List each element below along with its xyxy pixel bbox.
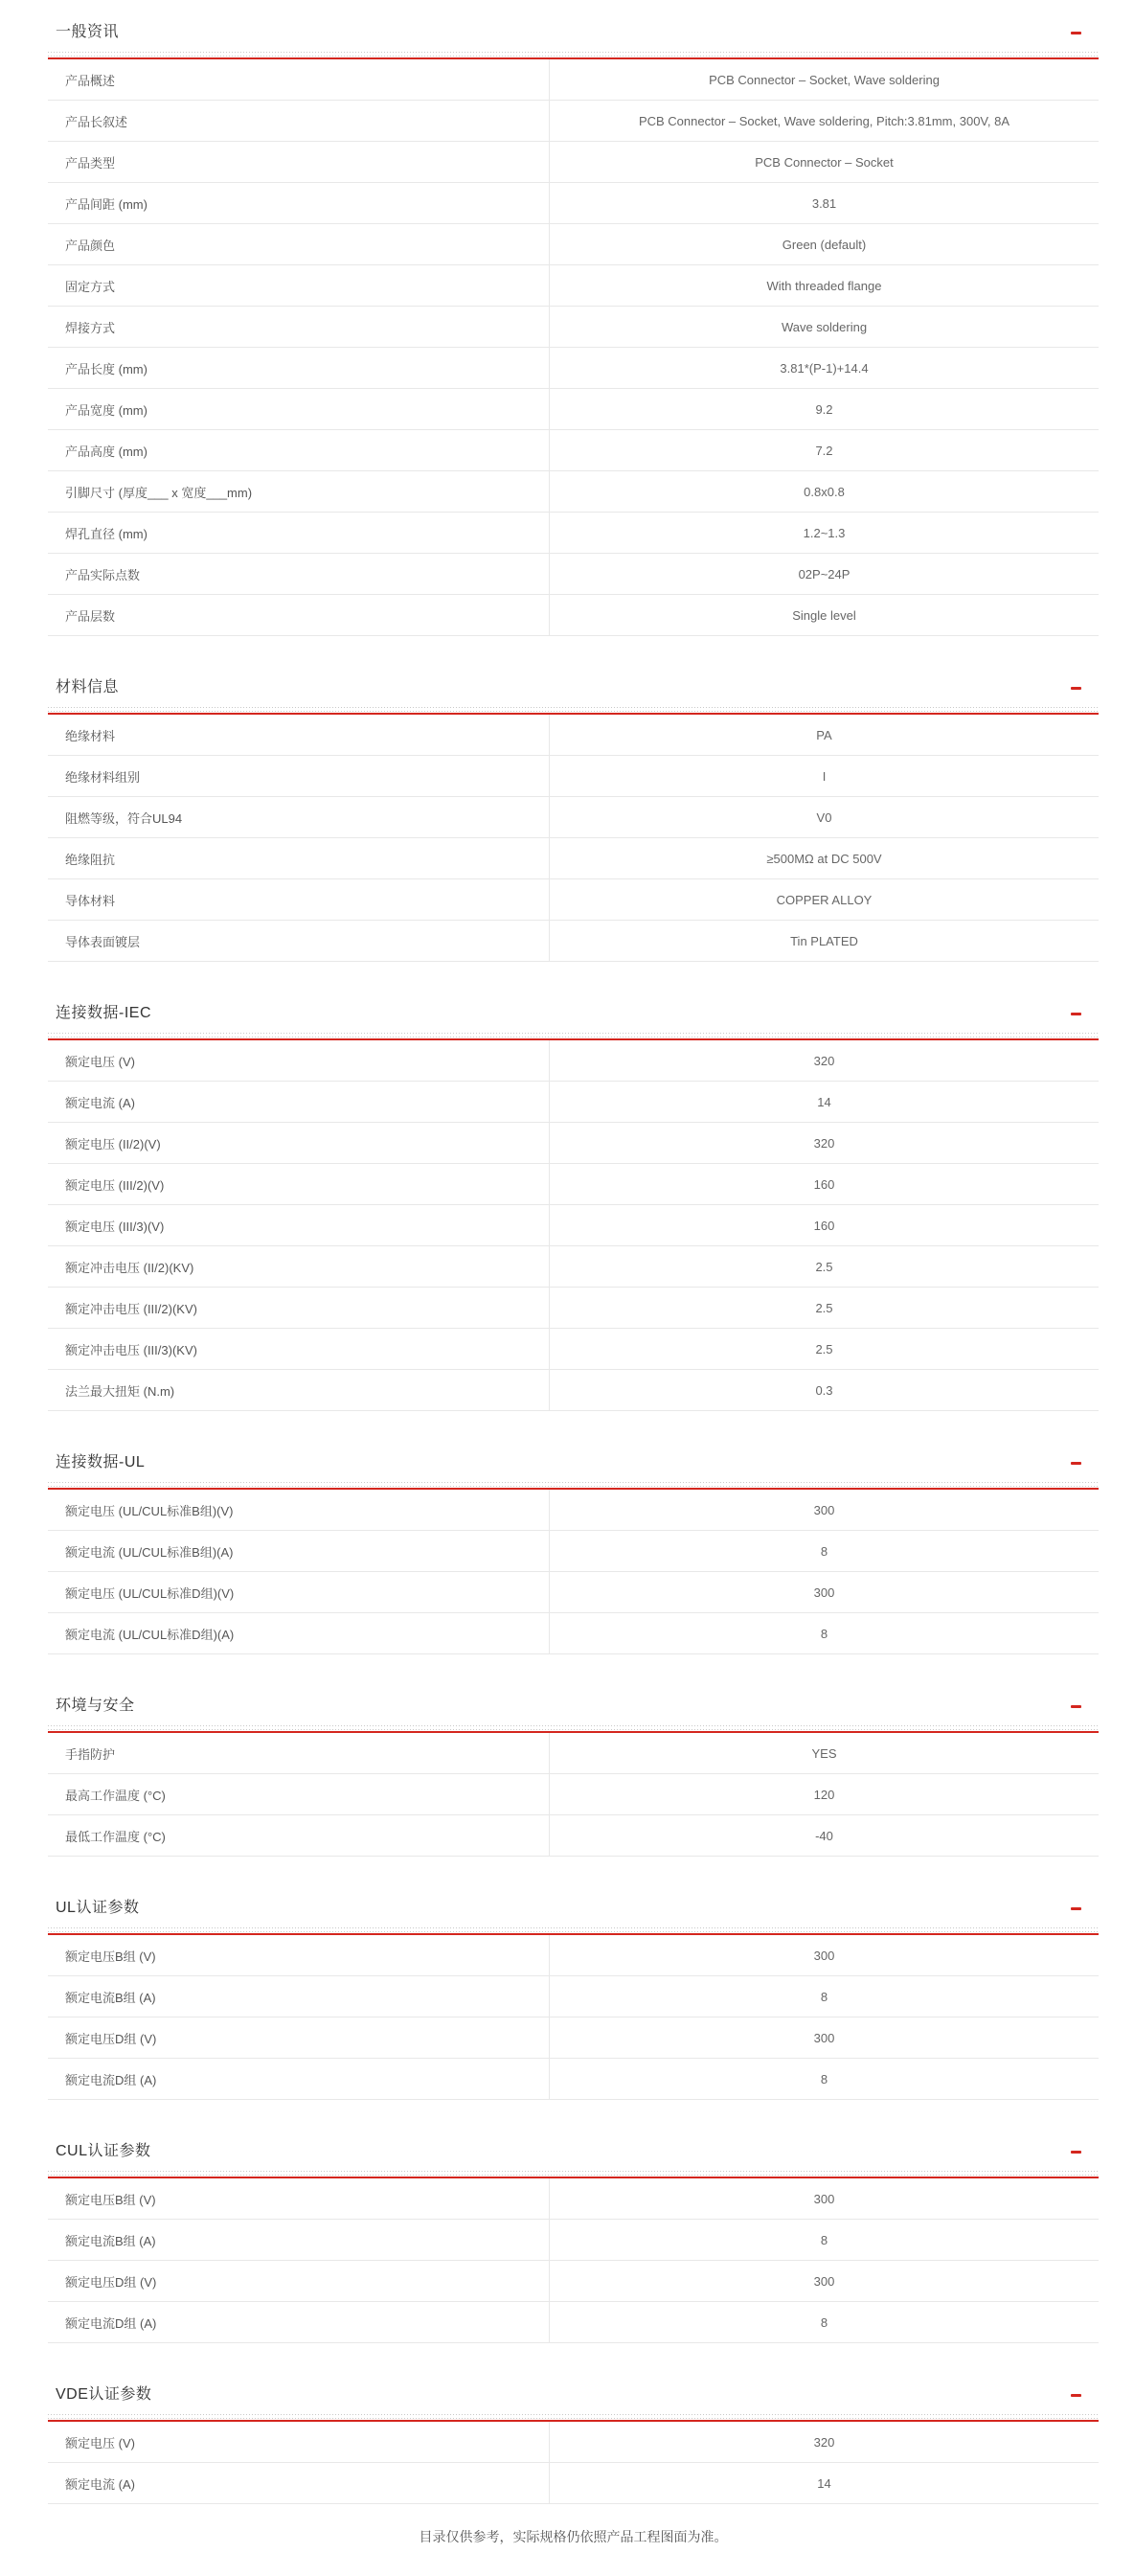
collapse-minus-icon[interactable] — [1071, 1462, 1081, 1465]
spec-label: 额定冲击电压 (III/2)(KV) — [48, 1288, 550, 1328]
spec-row — [48, 2059, 1099, 2100]
spec-value: 0.8x0.8 — [804, 484, 845, 499]
spec-label: 额定电流 (A) — [48, 2463, 550, 2503]
spec-value: 8 — [820, 2232, 828, 2247]
spec-label: 额定电压 (UL/CUL标准D组)(V) — [48, 1572, 550, 1612]
section-header — [48, 674, 1099, 695]
spec-label: 额定电压 (III/3)(V) — [48, 1205, 550, 1245]
spec-label: 产品类型 — [48, 142, 550, 182]
spec-label: 额定电压 (V) — [48, 2422, 550, 2462]
spec-row — [48, 183, 1099, 224]
spec-label: 手指防护 — [48, 1733, 550, 1773]
spec-value: 1.2~1.3 — [803, 525, 846, 540]
spec-row — [48, 838, 1099, 879]
spec-label: 产品颜色 — [48, 224, 550, 264]
spec-row — [48, 1935, 1099, 1976]
spec-value: Single level — [792, 607, 856, 623]
section-title: CUL认证参数 — [56, 2142, 151, 2159]
spec-row — [48, 1082, 1099, 1123]
spec-label: 额定电流D组 (A) — [48, 2302, 550, 2342]
spec-section — [48, 1000, 1099, 1411]
spec-label: 最低工作温度 (°C) — [48, 1815, 550, 1856]
section-header — [48, 1895, 1099, 1916]
spec-row — [48, 715, 1099, 756]
collapse-minus-icon[interactable] — [1071, 1013, 1081, 1015]
spec-row — [48, 2220, 1099, 2261]
spec-label: 焊孔直径 (mm) — [48, 513, 550, 553]
spec-row — [48, 2422, 1099, 2463]
spec-value: ≥500MΩ at DC 500V — [766, 851, 882, 866]
spec-value: 3.81 — [811, 195, 837, 211]
spec-row — [48, 1329, 1099, 1370]
spec-row — [48, 430, 1099, 471]
spec-table — [48, 1733, 1099, 1857]
section-header — [48, 19, 1099, 40]
spec-table — [48, 1490, 1099, 1654]
spec-label: 额定电压 (II/2)(V) — [48, 1123, 550, 1163]
collapse-minus-icon[interactable] — [1071, 2394, 1081, 2397]
spec-value: 8 — [820, 2314, 828, 2330]
spec-row — [48, 2017, 1099, 2059]
spec-row — [48, 389, 1099, 430]
spec-label: 额定电压D组 (V) — [48, 2017, 550, 2058]
spec-row — [48, 1123, 1099, 1164]
spec-label: 绝缘材料 — [48, 715, 550, 755]
spec-section — [48, 1693, 1099, 1857]
spec-table — [48, 715, 1099, 962]
spec-section — [48, 2382, 1099, 2504]
spec-value: 120 — [813, 1787, 835, 1802]
section-title: 连接数据-IEC — [56, 1004, 152, 1021]
spec-row — [48, 1531, 1099, 1572]
spec-label: 额定电流 (UL/CUL标准B组)(A) — [48, 1531, 550, 1571]
spec-value: 320 — [813, 2434, 835, 2450]
spec-row — [48, 1613, 1099, 1654]
spec-sections — [48, 19, 1099, 2504]
spec-label: 绝缘材料组别 — [48, 756, 550, 796]
spec-value: PCB Connector – Socket, Wave soldering — [709, 72, 940, 87]
spec-row — [48, 101, 1099, 142]
spec-row — [48, 142, 1099, 183]
spec-row — [48, 1733, 1099, 1774]
spec-row — [48, 921, 1099, 962]
spec-row — [48, 2463, 1099, 2504]
spec-table — [48, 1935, 1099, 2100]
spec-value: PCB Connector – Socket — [755, 154, 894, 170]
spec-row — [48, 265, 1099, 307]
spec-row — [48, 2302, 1099, 2343]
spec-label: 产品间距 (mm) — [48, 183, 550, 223]
collapse-minus-icon[interactable] — [1071, 687, 1081, 690]
spec-row — [48, 1288, 1099, 1329]
section-title: VDE认证参数 — [56, 2385, 152, 2403]
spec-value: Tin PLATED — [790, 933, 858, 948]
spec-label: 额定冲击电压 (II/2)(KV) — [48, 1246, 550, 1287]
spec-value: 2.5 — [815, 1341, 833, 1356]
spec-label: 额定电压 (V) — [48, 1040, 550, 1081]
spec-value: YES — [811, 1745, 837, 1761]
collapse-minus-icon[interactable] — [1071, 32, 1081, 34]
spec-label: 引脚尺寸 (厚度___ x 宽度___mm) — [48, 471, 550, 512]
spec-row — [48, 2178, 1099, 2220]
spec-row — [48, 513, 1099, 554]
section-title: 连接数据-UL — [56, 1453, 146, 1470]
spec-row — [48, 1040, 1099, 1082]
spec-row — [48, 1572, 1099, 1613]
spec-label: 最高工作温度 (°C) — [48, 1774, 550, 1814]
spec-value: 0.3 — [815, 1382, 833, 1398]
spec-value: 3.81*(P-1)+14.4 — [780, 360, 869, 376]
spec-section — [48, 674, 1099, 962]
spec-row — [48, 1490, 1099, 1531]
spec-label: 额定冲击电压 (III/3)(KV) — [48, 1329, 550, 1369]
spec-label: 额定电流 (UL/CUL标准D组)(A) — [48, 1613, 550, 1653]
disclaimer-note: 目录仅供参考，实际规格仍依照产品工程图面为准。 — [419, 2529, 728, 2544]
spec-label: 额定电流B组 (A) — [48, 2220, 550, 2260]
spec-label: 额定电压B组 (V) — [48, 2178, 550, 2219]
spec-label: 产品高度 (mm) — [48, 430, 550, 470]
spec-row — [48, 2261, 1099, 2302]
spec-section — [48, 1895, 1099, 2100]
spec-label: 产品长叙述 — [48, 101, 550, 141]
spec-value: PA — [816, 727, 832, 742]
spec-value: 14 — [817, 1094, 831, 1109]
spec-section — [48, 1449, 1099, 1654]
section-title: UL认证参数 — [56, 1899, 140, 1916]
spec-row — [48, 1246, 1099, 1288]
spec-row — [48, 1774, 1099, 1815]
spec-label: 产品宽度 (mm) — [48, 389, 550, 429]
spec-label: 阻燃等级，符合UL94 — [48, 797, 550, 837]
collapse-minus-icon[interactable] — [1071, 2151, 1081, 2154]
spec-value: 14 — [817, 2475, 831, 2491]
spec-label: 额定电压 (UL/CUL标准B组)(V) — [48, 1490, 550, 1530]
spec-label: 焊接方式 — [48, 307, 550, 347]
section-header — [48, 1693, 1099, 1714]
spec-table — [48, 59, 1099, 636]
spec-label: 额定电流 (A) — [48, 1082, 550, 1122]
spec-row — [48, 879, 1099, 921]
spec-value: 02P~24P — [798, 566, 850, 581]
spec-value: 300 — [813, 1948, 835, 1963]
section-header — [48, 1000, 1099, 1021]
spec-row — [48, 1370, 1099, 1411]
spec-value: Wave soldering — [781, 319, 868, 334]
spec-row — [48, 307, 1099, 348]
spec-label: 额定电压 (III/2)(V) — [48, 1164, 550, 1204]
section-title: 环境与安全 — [56, 1697, 135, 1714]
spec-row — [48, 595, 1099, 636]
section-title: 一般资讯 — [56, 23, 120, 40]
spec-row — [48, 554, 1099, 595]
section-title: 材料信息 — [56, 678, 120, 695]
section-header — [48, 1449, 1099, 1470]
collapse-minus-icon[interactable] — [1071, 1907, 1081, 1910]
spec-value: 8 — [820, 2071, 828, 2086]
spec-value: V0 — [816, 809, 832, 825]
spec-table — [48, 2178, 1099, 2343]
spec-label: 产品长度 (mm) — [48, 348, 550, 388]
spec-label: 法兰最大扭矩 (N.m) — [48, 1370, 550, 1410]
spec-row — [48, 1164, 1099, 1205]
spec-row — [48, 756, 1099, 797]
spec-label: 额定电流D组 (A) — [48, 2059, 550, 2099]
spec-row — [48, 224, 1099, 265]
spec-value: 8 — [820, 1626, 828, 1641]
spec-value: 9.2 — [815, 401, 833, 417]
spec-value: I — [822, 768, 827, 784]
section-header — [48, 2138, 1099, 2159]
spec-row — [48, 471, 1099, 513]
spec-value: 300 — [813, 2273, 835, 2289]
spec-row — [48, 1815, 1099, 1857]
spec-row — [48, 797, 1099, 838]
spec-label: 产品概述 — [48, 59, 550, 100]
spec-label: 产品实际点数 — [48, 554, 550, 594]
spec-value: 2.5 — [815, 1300, 833, 1315]
spec-value: With threaded flange — [766, 278, 882, 293]
spec-label: 额定电压B组 (V) — [48, 1935, 550, 1975]
spec-value: 2.5 — [815, 1259, 833, 1274]
spec-value: 300 — [813, 1584, 835, 1600]
spec-value: 7.2 — [815, 443, 833, 458]
spec-row — [48, 1976, 1099, 2017]
spec-row — [48, 1205, 1099, 1246]
spec-value: 8 — [820, 1989, 828, 2004]
spec-row — [48, 59, 1099, 101]
spec-label: 产品层数 — [48, 595, 550, 635]
spec-table — [48, 1040, 1099, 1411]
spec-value: 160 — [813, 1218, 835, 1233]
spec-label: 额定电压D组 (V) — [48, 2261, 550, 2301]
spec-label: 绝缘阻抗 — [48, 838, 550, 878]
spec-value: 300 — [813, 2030, 835, 2045]
spec-value: COPPER ALLOY — [776, 892, 873, 907]
spec-label: 固定方式 — [48, 265, 550, 306]
spec-table — [48, 2422, 1099, 2504]
spec-value: 300 — [813, 1502, 835, 1517]
spec-section — [48, 2138, 1099, 2343]
spec-value: 160 — [813, 1176, 835, 1192]
spec-value: PCB Connector – Socket, Wave soldering, Pitch:3.81mm, 300V, 8A — [638, 113, 1010, 128]
spec-value: 320 — [813, 1053, 835, 1068]
spec-value: Green (default) — [782, 237, 867, 252]
spec-label: 导体表面镀层 — [48, 921, 550, 961]
spec-value: 8 — [820, 1543, 828, 1559]
spec-label: 额定电流B组 (A) — [48, 1976, 550, 2017]
spec-label: 导体材料 — [48, 879, 550, 920]
spec-section — [48, 19, 1099, 636]
spec-row — [48, 348, 1099, 389]
section-header — [48, 2382, 1099, 2403]
spec-value: -40 — [815, 1828, 833, 1843]
collapse-minus-icon[interactable] — [1071, 1705, 1081, 1708]
spec-value: 320 — [813, 1135, 835, 1151]
spec-value: 300 — [813, 2191, 835, 2206]
